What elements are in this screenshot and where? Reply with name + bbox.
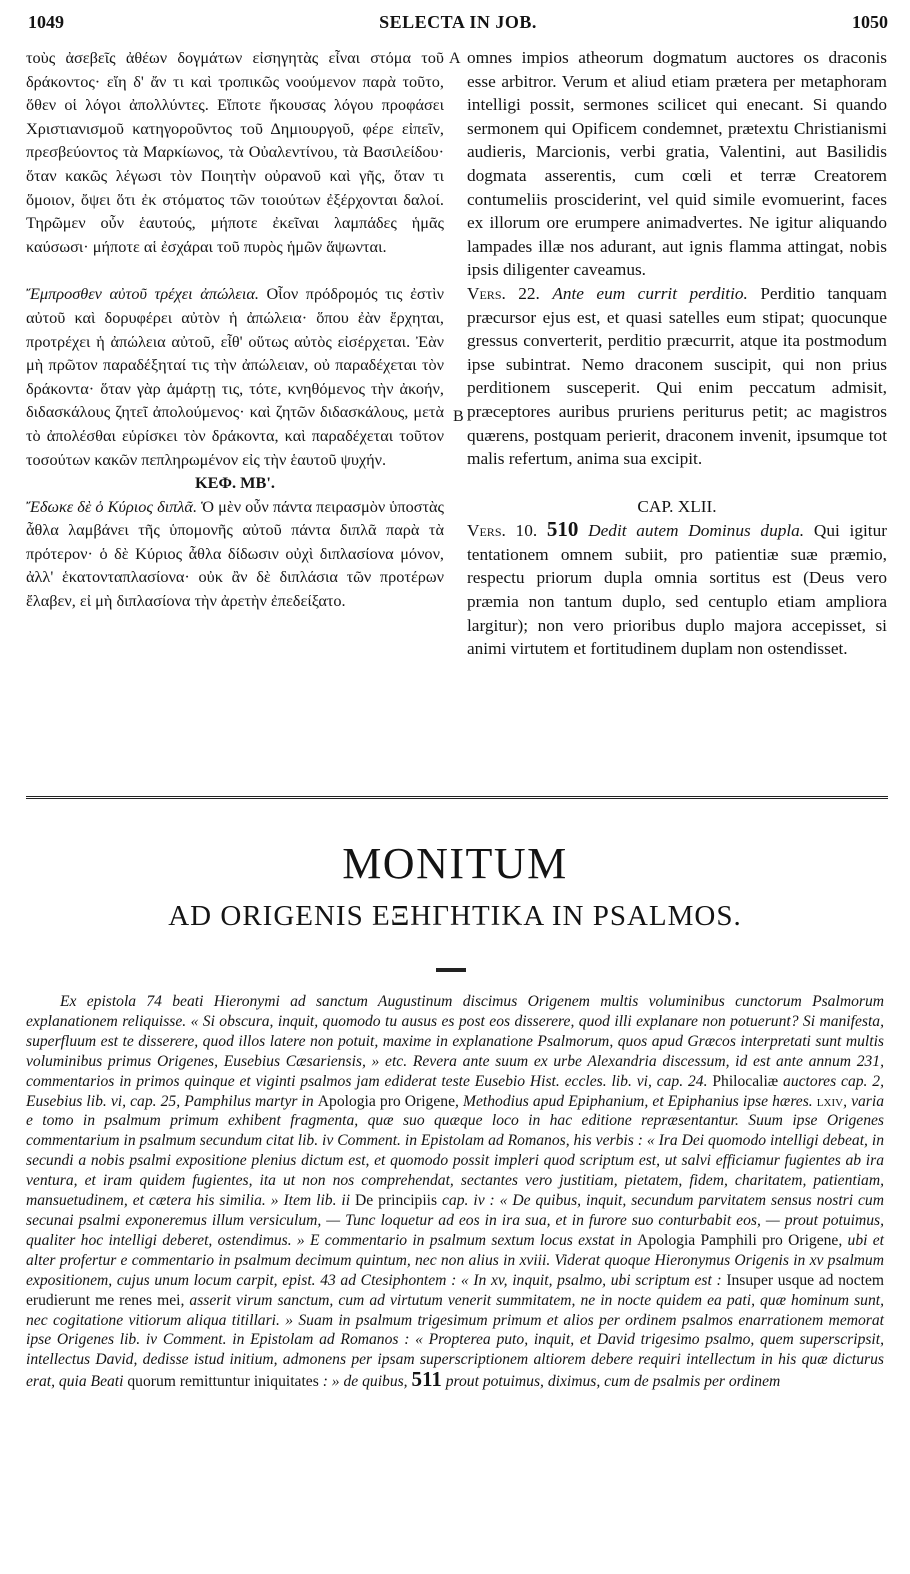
monitum-text: auctores cap. 2, Eusebius lib. vi, cap. 25, Pamphilus martyr in bbox=[26, 1072, 884, 1110]
greek-text: Οἷον πρόδρομός τις ἐστὶν αὐτοῦ καὶ δορυφέρει αὐτὸν ἡ ἀπώλεια· ὅπου ἐὰν ἔρχηται, προτρέχει ἡ ἀπώλεια αὐτοῦ, εἶθ' οὕτως αὐτὸς εἰσέρχεται. Ἐὰν μὴ πρῶτον παραδέξηταί τις τὴν ἀπώλειαν, οὐ παραδέχεται τὸν δράκοντα· ὅταν γὰρ ἁμάρτῃ τις, τότε, κνηθόμενος τὴν ἀκοήν, διδασκάλους ζητεῖ ἀπολούμενος· καὶ ζητῶν διδασκάλους, μετὰ τὸ ἀπολέσθαι εὑρίσκει τὸν δράκοντα, καὶ παραδέχεται τοῦτον τοσούτων κακῶν πεπληρωμένον εἰς τὴν ἑαυτοῦ ψυχήν. bbox=[26, 284, 444, 469]
monitum-roman: Apologia Pamphili pro Origene bbox=[637, 1231, 839, 1249]
monitum-roman: Insuper usque ad noctem erudierunt me renes mei bbox=[26, 1271, 884, 1309]
monitum-title: MONITUM bbox=[342, 839, 568, 888]
margin-letter-b: B bbox=[453, 408, 464, 425]
latin-paragraph: omnes impios atheorum dogmatum auctores os draconis esse arbitror. Verum et aliud etiam prætera per metaphoram intelligi possit, sermones scilicet qui enecant. Si quando sermonem qui Opificem condemnet, prætextu Christianismi audieris, Marcionis, verbi gratia, Valentini, aut Basilidis dogmata asserentis, cum cœli et terræ Creatorem contumeliis prosciderint, vel quid simile evomuerint, faces ex illorum ore erumpere animadvertes. Ne igitur aliquando lampades illæ nos adurant, aut ignis flamma attingat, nobis ipsis diligenter caveamus. bbox=[467, 48, 887, 280]
monitum-roman: Apologia pro Origene bbox=[317, 1092, 455, 1110]
greek-paragraph: τοὺς ἀσεβεῖς ἀθέων δογμάτων εἰσηγητὰς εἶναι στόμα τοῦ δράκοντος· εἴη δ' ἄν τι καὶ τροπικῶς νοούμενον παρὰ τοῦτο, ὅθεν οἱ λόγοι ἀπολλύντες. Εἴποτε ἤκουσας λόγου προφάσει Χριστιανισμοῦ κατηγοροῦντος τοῦ Δημιουργοῦ, φέρε εἰπεῖν, πρεσβεύοντος τὰ Μαρκίωνος, τὰ Οὐαλεντίνου, τὰ Βασιλείδου· ὅταν κακῶς λέγωσι τὸν Ποιητὴν οὐρανοῦ καὶ γῆς, ὅταν τι ὅμοιον, ὄψει ὅτι ἐκ στόματος τῶν τοιούτων ἐξέρχονται δαλοί. Τηρῶμεν οὖν ἑαυτούς, μήποτε ἐκεῖναι λαμπάδες ἡμᾶς καύσωσι· μήποτε αἱ ἐσχάραι τοῦ πυρὸς ἡμῶν ἅψωνται. bbox=[26, 48, 444, 256]
monitum-roman: lxiv bbox=[816, 1092, 844, 1110]
latin-chapter-heading: CAP. XLII. bbox=[637, 496, 717, 516]
marginal-page-number: 511 bbox=[411, 1367, 442, 1392]
greek-column bbox=[26, 46, 444, 613]
latin-text: Perditio tanquam præcursor ejus est, et quasi satelles eum stipat; quocunque gressus converterit, perditio præcurrit, atque ita postmodum ipse subintrat. Nemo draconem suscipit, qui non prius perditionem susceperit. Qui enim peccatum admisit, præceptores auribus pruriens periturus petit; ac magistros quærens, postquam perierit, draconem invenit, ipsumque tot malis refertum, anima sua excipit. bbox=[467, 283, 887, 469]
monitum-text: , varia e tomo in psalmum primum exhibent fragmenta, quæ suo quæque loco in hac editione repræsentantur. Suum ipse Origenes commentarium in psalmum secundum citat lib. iv Comment. in Epistolam ad Romanos, his verbis : « Ira Dei quomodo intelligi debeat, in secundi a nobis psalmi expositione plenius dictum est, et quomodo possit impleri quod scriptum est, ut salvi efficiamur fugientes ab ira ventura, et iram quidem fugientes, ita ut non nos comprehendat, sectantes vero justitiam, pietatem, fidem, charitatem, patientiam, mansuetudinem, et cætera his similia. » Item lib. ii bbox=[26, 1092, 884, 1210]
monitum-text: Ex epistola 74 beati Hieronymi ad sanctum Augustinum discimus Origenem multis voluminibus cunctorum Psalmorum explanationem reliquisse. « Si obscura, inquit, quomodo tu ausus es post eos disserere, quod illi explanare non potuerunt? Si manifesta, superfluum est te disserere, quod illos latere non potuit, maxime in explanatione Psalmorum, quos apud Græcos interpretati sunt multis voluminibus primus Origenes, Eusebius Cæsariensis, » etc. Revera ante suum ex urbe Alexandria discessum, id est ante annum 231, commentarios in primos quinque et viginti psalmos jam ediderat teste Eusebio Hist. eccles. lib. vi, cap. 24. bbox=[26, 993, 884, 1090]
monitum-text: : » de quibus, bbox=[318, 1373, 412, 1391]
latin-paragraph bbox=[467, 518, 887, 661]
monitum-text: , ubi et alter profertur e commentario in psalmum decimum quintum, nec non alius in xviii. Viderat quoque Hieronymus Origenis in xv psalmum expositionem, cujus unum locum carpit, epist. 43 ad Ctesiphontem : « In xv, inquit, psalmo, ubi scriptum est : bbox=[26, 1231, 884, 1289]
latin-column bbox=[467, 46, 887, 661]
margin-letter-a: A bbox=[449, 50, 461, 67]
monitum-text: , asserit virum sanctum, cum ad virtutum venerit summitatem, ne in nocte quidem ea pati, quæ hominum sunt, nec cogitatione vitiorum aliqua titillari. » Suam in psalmum trigesimum primum et alios per ordinem psalmos enarrationem memorat ipse Origenes lib. iv Comment. in Epistolam ad Romanos : « Propterea puto, inquit, et David trigesimo psalmo, quem superscripsit, intellectus David, dedisse istud initium, admonens per ipsam superscriptionem altiorem debere requiri intellectum in his quæ dicturus erat, quia Beati bbox=[26, 1291, 884, 1391]
monitum-roman: De principiis bbox=[355, 1192, 438, 1210]
latin-text: Qui igitur tentationem omnem subiit, pro patientiæ suæ præmio, respectu priorum dupla omnia sortitus est (Deus vero præmia non tantum duplo, sed centuplo etiam ampliora largitur); non vero prioribus duplo majora accepisset, si animi virtutem et fortitudinem duplam non ostendisset. bbox=[467, 521, 887, 659]
marginal-page-number: 510 bbox=[546, 517, 579, 542]
section-divider bbox=[26, 796, 888, 799]
greek-lemma: Ἔμπροσθεν αὐτοῦ τρέχει ἀπώλεια. bbox=[26, 284, 259, 304]
greek-paragraph bbox=[26, 495, 444, 613]
running-header bbox=[28, 12, 888, 42]
monitum-body bbox=[26, 992, 884, 1392]
greek-chapter-heading: ΚΕΦ. ΜΒ'. bbox=[195, 473, 275, 493]
greek-paragraph bbox=[26, 282, 444, 471]
greek-text: Ὁ μὲν οὖν πάντα πειρασμὸν ὑποστὰς ἆθλα λαμβάνει τῆς ὑπομονῆς αὐτοῦ πάντα διπλᾶ παρὰ τὰ πρότερον· ὁ δὲ Κύριος ἆθλα δίδωσιν οὐχὶ διπλασίονα μόνον, ἀλλ' ἑκατονταπλασίονα· οὐκ ἂν δὲ διπλάσια τῶν προτέρων ἔλαβεν, εἰ μὴ διπλασίονα τὴν ἀρετὴν ἐπεδείξατο. bbox=[26, 496, 445, 611]
monitum-roman: quorum remittuntur iniquitates bbox=[127, 1373, 319, 1391]
verse-label: Vers. 22. bbox=[467, 283, 540, 303]
page-number-right: 1050 bbox=[852, 12, 888, 32]
monitum-text: , Methodius apud Epiphanium, et Epiphanius ipse hæres. bbox=[455, 1092, 817, 1110]
monitum-subtitle: AD ORIGENIS ΕΞΗΓΗΤΙΚΑ IN PSALMOS. bbox=[168, 900, 742, 932]
verse-label: Vers. 10. bbox=[467, 521, 538, 541]
latin-paragraph bbox=[467, 282, 887, 471]
latin-lemma: Ante eum currit perditio. bbox=[552, 283, 748, 303]
latin-lemma: Dedit autem Dominus dupla. bbox=[588, 521, 805, 541]
running-title: SELECTA IN JOB. bbox=[379, 12, 537, 32]
greek-lemma: Ἔδωκε δὲ ὁ Κύριος διπλᾶ. bbox=[26, 496, 198, 516]
page-number-left: 1049 bbox=[28, 12, 64, 32]
monitum-text: cap. iv : « De quibus, inquit, secundum parvitatem sensus nostri cum secunai psalmi exponeremus illum versiculum, — Tunc loquetur ad eos in ira sua, et in furore suo conturbabit eos, — prout potuimus, qualiter hoc intelligi deberet, ostendimus. » E commentario in psalmum sextum locus exstat in bbox=[26, 1192, 884, 1249]
monitum-text: prout potuimus, diximus, cum de psalmis per ordinem bbox=[441, 1373, 781, 1391]
title-dash bbox=[436, 968, 466, 972]
monitum-roman: Philocaliæ bbox=[712, 1072, 779, 1090]
